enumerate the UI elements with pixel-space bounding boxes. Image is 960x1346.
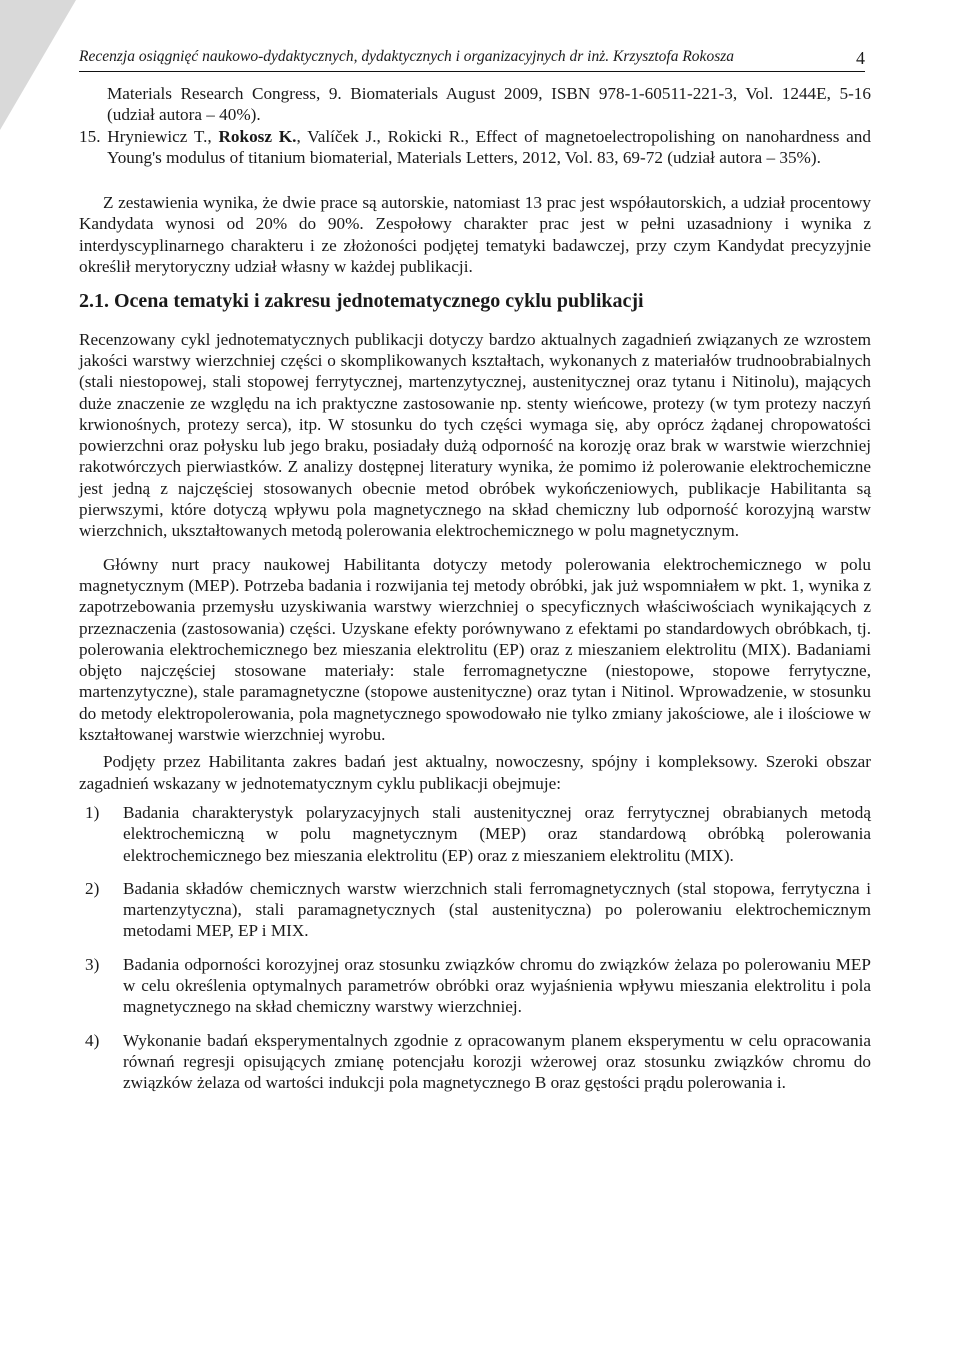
scope-list [79,802,871,1094]
list-item-text: Badania charakterystyk polaryzacyjnych stali austenitycznej oraz ferrytycznej obrabianych metodą elektrochemiczną w polu magnetycznym (MEP) oraz standardową obróbką polerowania elektrochemicznego bez mieszania elektrolitu (EP) oraz z mieszaniem elektrolitu (MIX). [123,802,871,865]
list-item-number: 3) [85,954,100,974]
list-item-text: Badania składów chemicznych warstw wierzchnich stali ferromagnetycznych (stal stopowa, ferrytyczna i martenzytyczna), stali paramagnetycznych (stal austenityczna) po polerowaniu elektrochemicznym metodami MEP, EP i MIX. [123,878,871,941]
summary-paragraph: Z zestawienia wynika, że dwie prace są autorskie, natomiast 13 prac jest współautorskich, a udział procentowy Kandydata wynosi od 20% do 90%. Zespołowy charakter prac jest w pełni uzasadniony i wynika z interdyscyplinarnego charakteru i ze złożoności podjętej tematyki badawczej, przy czym Kandydat precyzyjnie określił merytoryczny udział własny w każdej publikacji. [79,193,871,277]
list-item-text: Badania odporności korozyjnej oraz stosunku związków chromu do związków żelaza po polerowaniu MEP w celu określenia optymalnych parametrów obróbki oraz wyjaśnienia wpływu mieszania elektrolitu i pola magnetycznego na skład chemiczny warstwy wierzchniej. [123,954,871,1017]
page-body [79,83,871,1105]
list-item-number: 1) [85,802,100,822]
header-title: Recenzja osiągnięć naukowo-dydaktycznych, dydaktycznych i organizacyjnych dr inż. Krzysztofa Rokosza [79,48,735,65]
paragraph-2: Główny nurt pracy naukowej Habilitanta dotyczy metody polerowania elektrochemicznego w polu magnetycznym (MEP). Potrzeba badania i rozwijania tej metody obróbki, jak już wspomniałem w pkt. 1, wynika z zapotrzebowania przemysłu uzyskiwania warstwy wierzchniej o specyficznych właściwościach wynikających z przeznaczenia (zastosowania) części. Uzyskane efekty porównywano z efektami po standardowych obróbkach, tj. polerowania elektrochemicznego bez mieszania elektrolitu (EP) oraz z mieszaniem elektrolitu (MIX). Badaniami objęto najczęściej stosowane materiały: stale ferromagnetyczne (niestopowe, stopowe ferrytyczne, martenzytyczne), stale paramagnetyczne (stopowe austenityczne) oraz tytan i Nitinol. Wprowadzenie, w stosunku do metody elektropolerowania, pola magnetycznego spowodowało nie tylko zmiany jakościowe, ale i ilościowe w kształtowanej warstwie wierzchniej wyrobu. [79,554,871,745]
reference-rest: , Valíček J., Rokicki R., Effect of magnetoelectropolishing on nanohardness and Young's modulus of titanium biomaterial, Materials Letters, 2012, Vol. 83, 69-72 (udział autora – 35%). [107,126,871,167]
list-item-number: 4) [85,1030,100,1050]
paragraph-3: Podjęty przez Habilitanta zakres badań jest aktualny, nowoczesny, spójny i kompleksowy. Szeroki obszar zagadnień wskazany w jednotematycznym cyklu publikacji obejmuje: [79,752,871,793]
reference-authors: Hryniewicz T., [107,126,219,146]
reference-number: 15. [79,126,101,146]
list-item [79,1030,871,1094]
reference-author-bold: Rokosz K. [218,126,297,146]
list-item [79,954,871,1018]
page-corner-shadow [0,0,76,130]
section-heading: 2.1. Ocena tematyki i zakresu jednotematycznego cyklu publikacji [79,290,644,313]
running-header [79,48,865,72]
list-item-number: 2) [85,878,100,898]
list-item [79,878,871,942]
reference-14-continuation: Materials Research Congress, 9. Biomaterials August 2009, ISBN 978-1-60511-221-3, Vol. 1244E, 5-16 (udział autora – 40%). [107,84,871,125]
list-item-text: Wykonanie badań eksperymentalnych zgodnie z opracowanym planem eksperymentu w celu opracowania równań regresji opisujących zmianę potencjału korozji wżerowej oraz stosunku związków chromu do związków żelaza od wartości indukcji pola magnetycznego B oraz gęstości prądu polerowania i. [123,1030,871,1093]
reference-15 [79,126,871,169]
list-item [79,802,871,866]
page-number: 4 [856,48,865,68]
paragraph-1: Recenzowany cykl jednotematycznych publikacji dotyczy bardzo aktualnych zagadnień związanych ze wzrostem jakości warstwy wierzchniej części o skomplikowanych kształtach, wykonanych z materiałów trudnoobrabialnych (stali niestopowej, stali stopowej ferrytycznej, martenzytycznej, austenitycznej oraz tytanu i Nitinolu), mających duże znaczenie ze względu na ich praktyczne zastosowanie np. stenty wieńcowe, protezy (w tym protezy naczyń krwionośnych, protezy serca), itp. W stosunku do tych części wymaga się, aby oprócz żądanej chropowatości powierzchni oraz połysku lub jego braku, posiadały dużą odporność na korozję oraz brak w warstwie wierzchniej rakotwórczych pierwiastków. Z analizy dostępnej literatury wynika, że pomimo iż polerowanie elektrochemiczne jest jedną z najczęściej stosowanych obecnie metod obróbek wykończeniowych, publikacje Habilitanta są pierwszymi, które dotyczą wpływu pola magnetycznego na skład chemiczny lub odporność korozyjną warstw wierzchnich, ukształtowanych metodą polerowania elektrochemicznego w polu magnetycznym. [79,329,871,541]
